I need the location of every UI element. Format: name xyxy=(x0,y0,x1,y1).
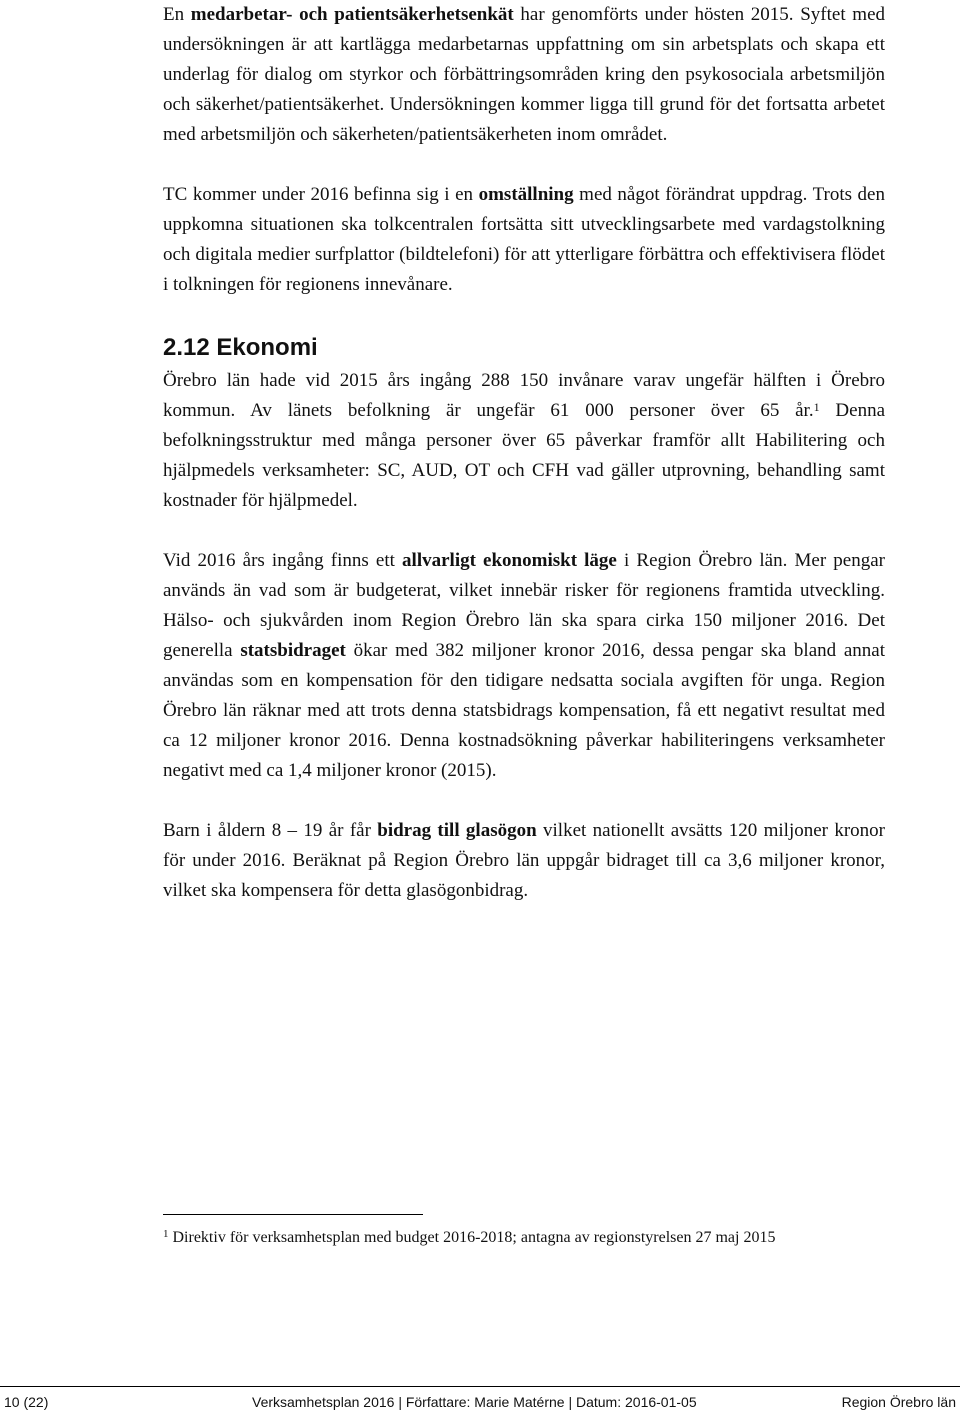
footer-organization: Region Örebro län xyxy=(841,1394,956,1410)
footer-document-info: Verksamhetsplan 2016 | Författare: Marie Matérne | Datum: 2016-01-05 xyxy=(252,1394,697,1410)
footnote-text: Direktiv för verksamhetsplan med budget 2016-2018; antagna av regionstyrelsen 27 maj 2015 xyxy=(168,1229,776,1246)
bold-term: bidrag till glasögon xyxy=(377,820,537,841)
text-run: Örebro län hade vid 2015 års ingång 288 150 invånare varav ungefär hälften i Örebro kommun. Av länets befolkning är ungefär 61 000 personer över 65 år. xyxy=(163,370,885,421)
paragraph-economy xyxy=(163,546,885,786)
text-run: En xyxy=(163,4,191,25)
text-run: TC kommer under 2016 befinna sig i en xyxy=(163,184,479,205)
bold-term: medarbetar- och patientsäkerhetsenkät xyxy=(190,4,514,25)
footnote-divider xyxy=(163,1214,423,1215)
footnote xyxy=(163,1226,863,1249)
bold-term: allvarligt ekonomiskt läge xyxy=(402,550,617,571)
document-body xyxy=(163,0,885,906)
bold-term: statsbidraget xyxy=(240,640,346,661)
text-run: Barn i åldern 8 – 19 år får xyxy=(163,820,378,841)
text-run: Vid 2016 års ingång finns ett xyxy=(163,550,403,571)
page-footer xyxy=(0,1392,960,1414)
text-run: ökar med 382 miljoner kronor 2016, dessa pengar ska bland annat användas som en kompensation för den tidigare nedsatta sociala avgiften för unga. Region Örebro län räknar med att trots denna statsbidrags kompensation, få ett negativt resultat med ca 12 miljoner kronor 2016. Denna kostnadsökning påverkar habiliteringens verksamheter negativt med ca 1,4 miljoner kronor (2015). xyxy=(163,640,885,781)
footnote-number: 1 xyxy=(163,1228,169,1240)
paragraph-population xyxy=(163,366,885,516)
text-run: i Region Örebro län. Mer pengar används än vad som är budgeterat, vilket innebär risker för regionens framtida utveckling. Hälso- och sjukvården inom Region Örebro län ska spara cirka 150 miljoner 2016. Det generella xyxy=(163,550,885,661)
page-number: 10 (22) xyxy=(4,1394,49,1410)
text-run: med något förändrat uppdrag. Trots den uppkomna situationen ska tolkcentralen fortsätta sitt utvecklingsarbete med vardagstolkning och digitala medier surfplattor (bildtelefoni) för att ytterligare förbättra och effektivisera flödet i tolkningen för regionens innevånare. xyxy=(163,184,885,295)
bold-term: omställning xyxy=(478,184,574,205)
section-heading: 2.12 Ekonomi xyxy=(163,334,318,361)
footnote-reference[interactable]: 1 xyxy=(813,400,820,414)
text-run: Denna befolkningsstruktur med många personer över 65 påverkar framför allt Habilitering och hjälpmedels verksamheter: SC, AUD, OT och CFH vad gäller utprovning, behandling samt kostnader för hjälpmedel. xyxy=(163,400,885,511)
paragraph-glasses xyxy=(163,816,885,906)
paragraph-tc xyxy=(163,180,885,300)
text-run: har genomförts under hösten 2015. Syftet med undersökningen är att kartlägga medarbetarnas uppfattning om sin arbetsplats och skapa ett underlag för dialog om styrkor och förbättringsområden kring den psykosociala arbetsmiljön och säkerhet/patientsäkerhet. Undersökningen kommer ligga till grund för det fortsatta arbetet med arbetsmiljön och säkerheten/patientsäkerheten inom området. xyxy=(163,4,886,145)
text-run: vilket nationellt avsätts 120 miljoner kronor för under 2016. Beräknat på Region Örebro län uppgår bidraget till ca 3,6 miljoner kronor, vilket ska kompensera för detta glasögonbidrag. xyxy=(163,820,885,901)
footer-divider xyxy=(0,1386,960,1387)
paragraph-survey xyxy=(163,0,885,150)
